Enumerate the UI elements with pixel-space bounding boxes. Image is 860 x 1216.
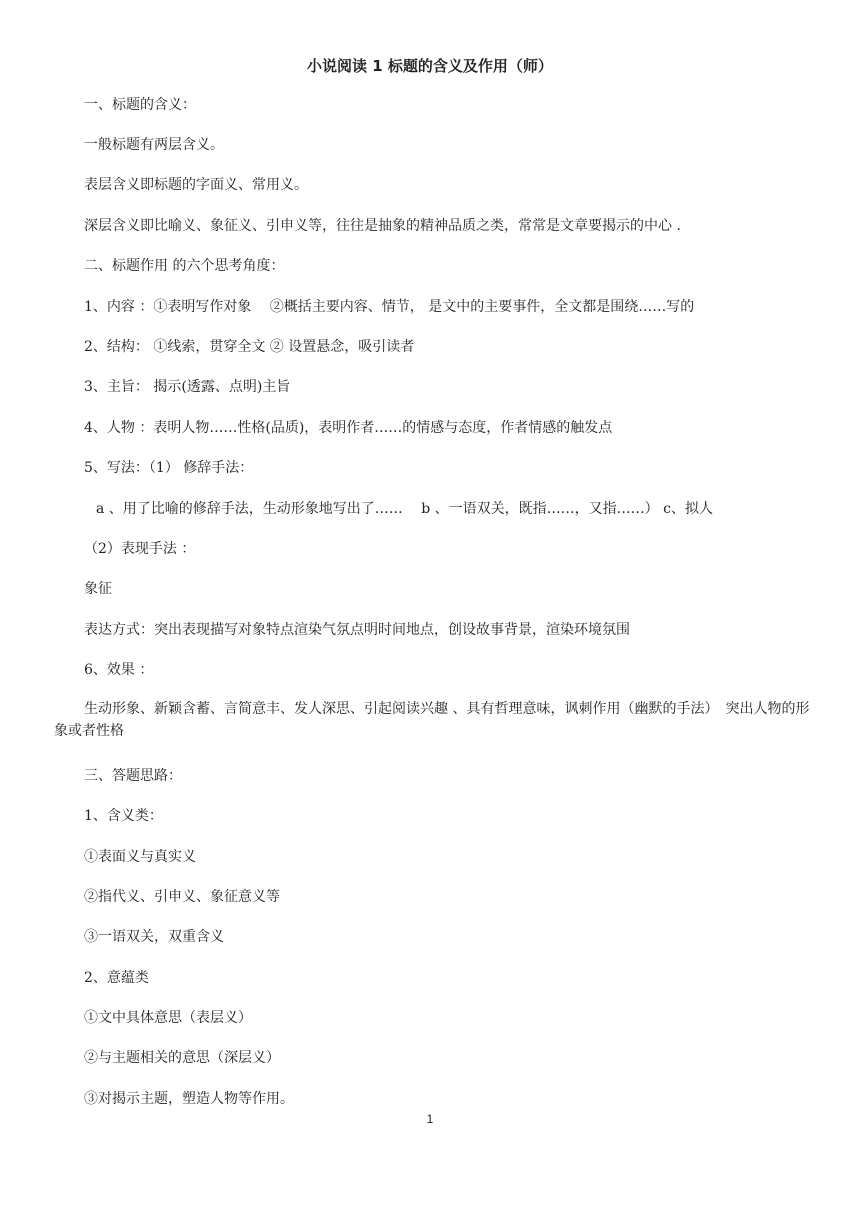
section-2-heading: 二、标题作用 的六个思考角度： (84, 258, 285, 274)
list-item: 1、含义类： (84, 808, 163, 824)
list-item: ①文中具体意思（表层义） (84, 1010, 252, 1026)
paragraph: 象征 (84, 581, 112, 597)
list-item: 2、结构： ①线索，贯穿全文 ② 设置悬念，吸引读者 (84, 339, 415, 355)
list-item: 3、主旨： 揭示(透露、点明)主旨 (84, 379, 291, 395)
paragraph: 表层含义即标题的字面义、常用义。 (84, 177, 308, 193)
sub-list-item: a 、用了比喻的修辞手法，生动形象地写出了…… b 、一语双关，既指……，又指……） c、拟人 (96, 501, 713, 517)
paragraph: 深层含义即比喻义、象征义、引申义等，往往是抽象的精神品质之类，常常是文章要揭示的中心 . (84, 218, 681, 234)
paragraph: 生动形象、新颖含蓄、言简意丰、发人深思、引起阅读兴趣 、具有哲理意味，讽刺作用（幽默的手法） 突出人物的形象或者性格 (54, 701, 810, 739)
list-item: ②指代义、引申义、象征意义等 (84, 889, 280, 905)
list-item: ③一语双关，双重含义 (84, 929, 224, 945)
list-item: 6、效果 ： (84, 662, 154, 678)
section-3-heading: 三、答题思路： (84, 768, 182, 784)
list-item: 2、意蕴类 (84, 970, 149, 986)
list-item: 5、写法：（1） 修辞手法： (84, 460, 254, 476)
sub-list-item: （2）表现手法 ： (84, 541, 196, 557)
document-title: 小说阅读 1 标题的含义及作用（师） (307, 57, 553, 75)
list-item: ①表面义与真实义 (84, 849, 196, 865)
page-number: 1 (426, 1112, 434, 1126)
list-item: ②与主题相关的意思（深层义） (84, 1050, 280, 1066)
list-item: 4、人物 ：表明人物……性格(品质)，表明作者……的情感与态度，作者情感的触发点 (84, 420, 613, 436)
paragraph: 表达方式：突出表现描写对象特点渲染气氛点明时间地点，创设故事背景，渲染环境氛围 (84, 622, 630, 638)
paragraph: 一般标题有两层含义。 (84, 137, 224, 153)
list-item: ③对揭示主题，塑造人物等作用。 (84, 1091, 294, 1107)
list-item: 1、内容 ：①表明写作对象 ②概括主要内容、情节， 是文中的主要事件，全文都是围绕……写的 (84, 299, 695, 315)
section-1-heading: 一、标题的含义： (84, 97, 196, 113)
